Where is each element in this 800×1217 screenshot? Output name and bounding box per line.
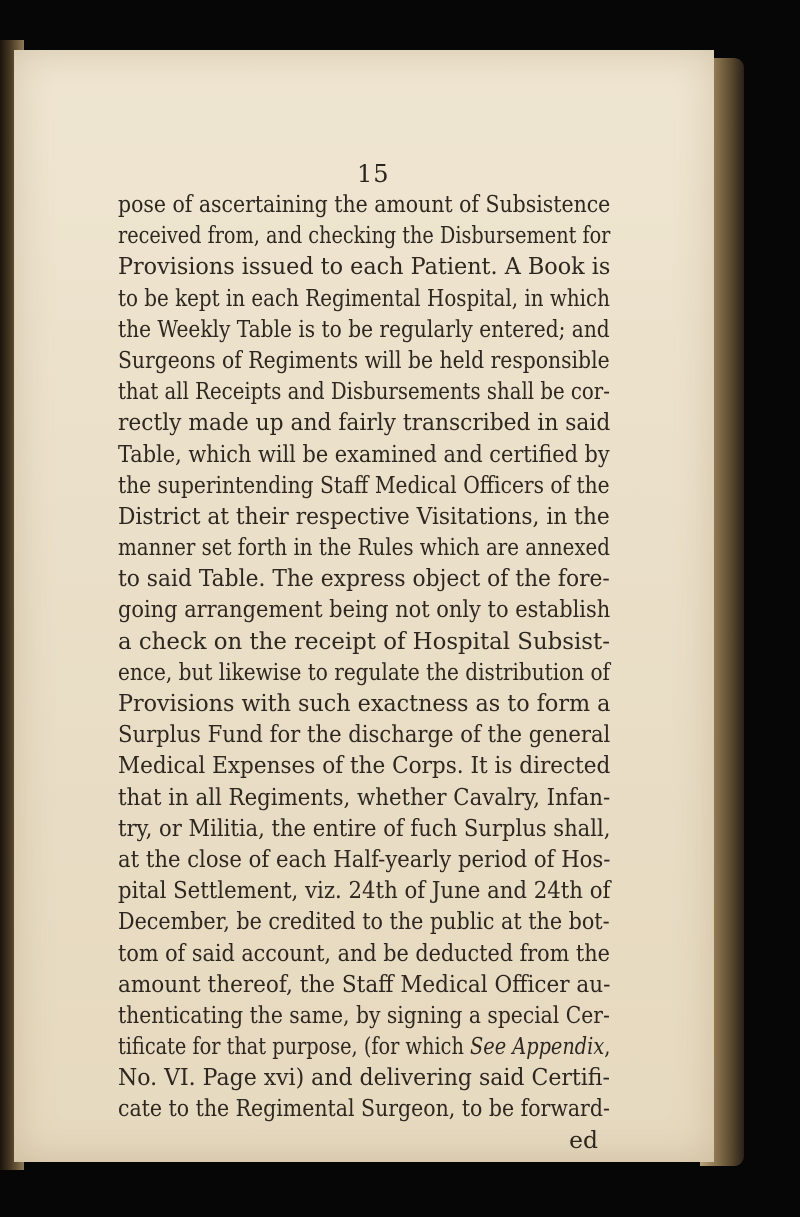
text-line-15: a check on the receipt of Hospital Subsist- <box>118 626 610 655</box>
see-appendix-reference: See Appendix <box>470 1032 605 1061</box>
text-line-3: Provisions issued to each Patient. A Book is <box>118 252 611 281</box>
text-line-28-end: , <box>604 1032 611 1061</box>
text-line-25: tom of said account, and be deducted from the <box>118 938 610 967</box>
text-line-14: going arrangement being not only to establish <box>118 595 611 624</box>
text-line-22: at the close of each Half-yearly period of Hos- <box>118 844 611 873</box>
catchword: ed <box>569 1125 598 1154</box>
text-line-26: amount thereof, the Staff Medical Officer au- <box>118 969 611 998</box>
text-line-16: ence, but likewise to regulate the distribution of <box>118 657 610 686</box>
text-line-4: to be kept in each Regimental Hospital, in which <box>118 283 610 312</box>
text-line-24: December, be credited to the public at the bot- <box>118 907 610 936</box>
text-line-28 <box>118 1031 622 1062</box>
text-line-18: Surplus Fund for the discharge of the general <box>118 720 611 749</box>
text-line-28-start: tificate for that purpose, (for which <box>118 1032 471 1061</box>
text-line-7: that all Receipts and Disbursements shall be cor- <box>118 377 610 406</box>
text-line-19: Medical Expenses of the Corps. It is directed <box>118 751 611 780</box>
text-line-20: that in all Regiments, whether Cavalry, Infan- <box>118 782 611 811</box>
text-line-21: try, or Militia, the entire of fuch Surplus shall, <box>118 813 611 842</box>
page-number: 15 <box>357 160 390 188</box>
body-text <box>118 189 728 1156</box>
text-line-10: the superintending Staff Medical Officers of the <box>118 470 610 499</box>
text-line-30: cate to the Regimental Surgeon, to be forward- <box>118 1094 610 1123</box>
text-line-1: pose of ascertaining the amount of Subsistence <box>118 190 611 218</box>
text-line-8: rectly made up and fairly transcribed in said <box>118 408 611 437</box>
text-line-2: received from, and checking the Disbursement for <box>118 221 611 250</box>
text-line-5: the Weekly Table is to be regularly entered; and <box>118 314 610 343</box>
text-line-9: Table, which will be examined and certified by <box>118 439 610 468</box>
text-line-17: Provisions with such exactness as to form a <box>118 689 611 717</box>
text-line-27: thenticating the same, by signing a special Cer- <box>118 1000 610 1029</box>
text-line-23: pital Settlement, viz. 24th of June and 24th of <box>118 876 611 905</box>
text-line-6: Surgeons of Regiments will be held responsible <box>118 345 610 374</box>
text-line-13: to said Table. The express object of the fore- <box>118 564 610 593</box>
text-line-29: No. VI. Page xvi) and delivering said Certifi- <box>118 1063 610 1092</box>
text-line-11: District at their respective Visitations, in the <box>118 501 610 530</box>
text-line-12: manner set forth in the Rules which are annexed <box>118 533 610 562</box>
